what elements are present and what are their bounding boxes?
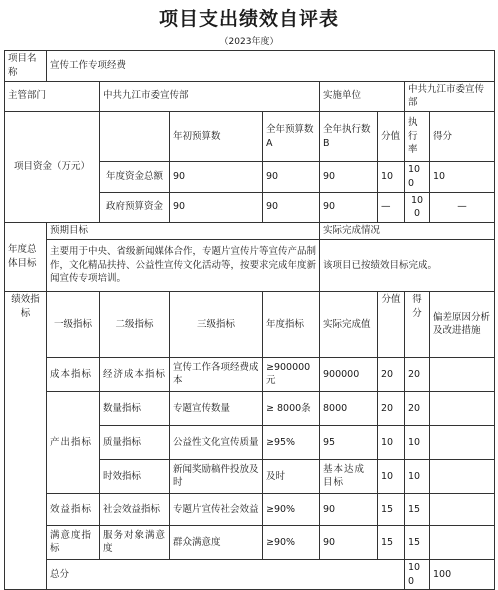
dept-row (5, 81, 495, 112)
indicator-deviation (430, 525, 495, 559)
funds-blank-cell (100, 112, 170, 162)
funds-cell: 90 (170, 192, 263, 223)
indicator-score: 20 (378, 391, 405, 425)
indicator-score: 20 (378, 357, 405, 391)
indicator-row (5, 525, 495, 559)
funds-header-executed: 全年执行数 B (320, 112, 378, 162)
goals-text-row (5, 239, 495, 291)
indicator-l1: 满意度指标 (47, 525, 100, 559)
dept-value: 中共九江市委宣传部 (100, 81, 320, 112)
indicator-header-got: 得分 (405, 291, 430, 357)
indicator-target: ≥90% (263, 493, 320, 525)
indicator-l2: 质量指标 (100, 425, 170, 459)
indicator-l3: 专题宣传数量 (170, 391, 263, 425)
indicator-l3: 公益性文化宣传质量 (170, 425, 263, 459)
funds-header-initial: 年初预算数 (170, 112, 263, 162)
funds-header-score: 分值 (378, 112, 405, 162)
goals-header-row (5, 223, 495, 240)
performance-table (4, 50, 495, 590)
funds-cell: 10 (378, 162, 405, 193)
indicator-deviation (430, 459, 495, 493)
indicator-header-score: 分值 (378, 291, 405, 357)
page-title: 项目支出绩效自评表 (158, 8, 339, 30)
funds-header-row (5, 112, 495, 162)
funds-cell: 90 (263, 192, 320, 223)
indicator-l1: 效益指标 (47, 493, 100, 525)
indicator-deviation (430, 493, 495, 525)
funds-label: 项目资金（万元） (5, 112, 100, 223)
indicator-deviation (430, 391, 495, 425)
total-score: 100 (405, 559, 430, 590)
indicator-actual: 900000 (320, 357, 378, 391)
goals-actual-text: 该项目已按绩效目标完成。 (320, 239, 495, 291)
indicator-l1: 产出指标 (47, 391, 100, 493)
indicator-got: 10 (405, 459, 430, 493)
indicator-got: 20 (405, 391, 430, 425)
indicator-l1: 成本指标 (47, 357, 100, 391)
indicator-l2: 数量指标 (100, 391, 170, 425)
indicator-got: 20 (405, 357, 430, 391)
goals-expected-label: 预期目标 (47, 223, 320, 240)
funds-header-budget: 全年预算数 A (263, 112, 320, 162)
indicator-actual: 90 (320, 525, 378, 559)
indicator-score: 10 (378, 425, 405, 459)
indicator-header-target: 年度指标 (263, 291, 320, 357)
indicator-score: 15 (378, 493, 405, 525)
indicator-row (5, 493, 495, 525)
funds-cell: — (378, 192, 405, 223)
indicator-l3: 专题片宣传社会效益 (170, 493, 263, 525)
indicator-score: 10 (378, 459, 405, 493)
goals-label: 年度总体目标 (5, 223, 47, 292)
impl-label: 实施单位 (320, 81, 405, 112)
indicator-actual: 90 (320, 493, 378, 525)
funds-header-got: 得分 (430, 112, 495, 162)
indicator-row (5, 391, 495, 425)
total-row (5, 559, 495, 590)
project-value: 宣传工作专项经费 (47, 51, 495, 82)
total-got: 100 (430, 559, 495, 590)
impl-value: 中共九江市委宣传部 (405, 81, 495, 112)
indicator-score: 15 (378, 525, 405, 559)
indicator-actual: 8000 (320, 391, 378, 425)
indicator-target: ≥ 8000条 (263, 391, 320, 425)
total-label: 总分 (47, 559, 405, 590)
indicator-l2: 经济成本指标 (100, 357, 170, 391)
funds-cell: 10 (430, 162, 495, 193)
indicator-l3: 新闻奖励稿件投放及时 (170, 459, 263, 493)
funds-row-label: 年度资金总额 (100, 162, 170, 193)
project-row (5, 51, 495, 82)
indicator-deviation (430, 425, 495, 459)
indicator-l2: 时效指标 (100, 459, 170, 493)
page-subtitle: （2023年度） (219, 37, 279, 47)
funds-cell: 90 (320, 192, 378, 223)
indicator-target: ≥90% (263, 525, 320, 559)
indicator-actual: 基本达成目标 (320, 459, 378, 493)
goals-actual-label: 实际完成情况 (320, 223, 495, 240)
funds-cell: 90 (170, 162, 263, 193)
indicator-deviation (430, 357, 495, 391)
funds-cell: 100 (405, 162, 430, 193)
indicator-got: 10 (405, 425, 430, 459)
indicator-row (5, 357, 495, 391)
funds-cell: — (430, 192, 495, 223)
goals-expected-text: 主要用于中央、省级新闻媒体合作，专题片宣传片等宣传产品制作，文化精品扶持、公益性宣传文化活动等，按要求完成年度新闻宣传专项培训。 (47, 239, 320, 291)
indicator-actual: 95 (320, 425, 378, 459)
funds-cell: 90 (320, 162, 378, 193)
project-label: 项目名称 (5, 51, 47, 82)
indicator-got: 15 (405, 525, 430, 559)
indicator-header-l3: 三级指标 (170, 291, 263, 357)
indicator-target: ≥900000元 (263, 357, 320, 391)
indicators-label: 绩效指标 (5, 291, 47, 590)
indicator-got: 15 (405, 493, 430, 525)
indicator-header-row (5, 291, 495, 357)
indicator-target: ≥95% (263, 425, 320, 459)
indicator-l3: 群众满意度 (170, 525, 263, 559)
funds-header-rate: 执行率 (405, 112, 430, 162)
indicator-header-l2: 二级指标 (100, 291, 170, 357)
indicator-target: 及时 (263, 459, 320, 493)
indicator-l2: 社会效益指标 (100, 493, 170, 525)
indicator-header-actual: 实际完成值 (320, 291, 378, 357)
funds-row-label: 政府预算资金 (100, 192, 170, 223)
indicator-header-deviation: 偏差原因分析及改进措施 (430, 291, 495, 357)
funds-cell: 90 (263, 162, 320, 193)
dept-label: 主管部门 (5, 81, 100, 112)
funds-cell: 100 (405, 192, 430, 223)
indicator-header-l1: 一级指标 (47, 291, 100, 357)
indicator-l3: 宣传工作各项经费成本 (170, 357, 263, 391)
indicator-l2: 服务对象满意度 (100, 525, 170, 559)
